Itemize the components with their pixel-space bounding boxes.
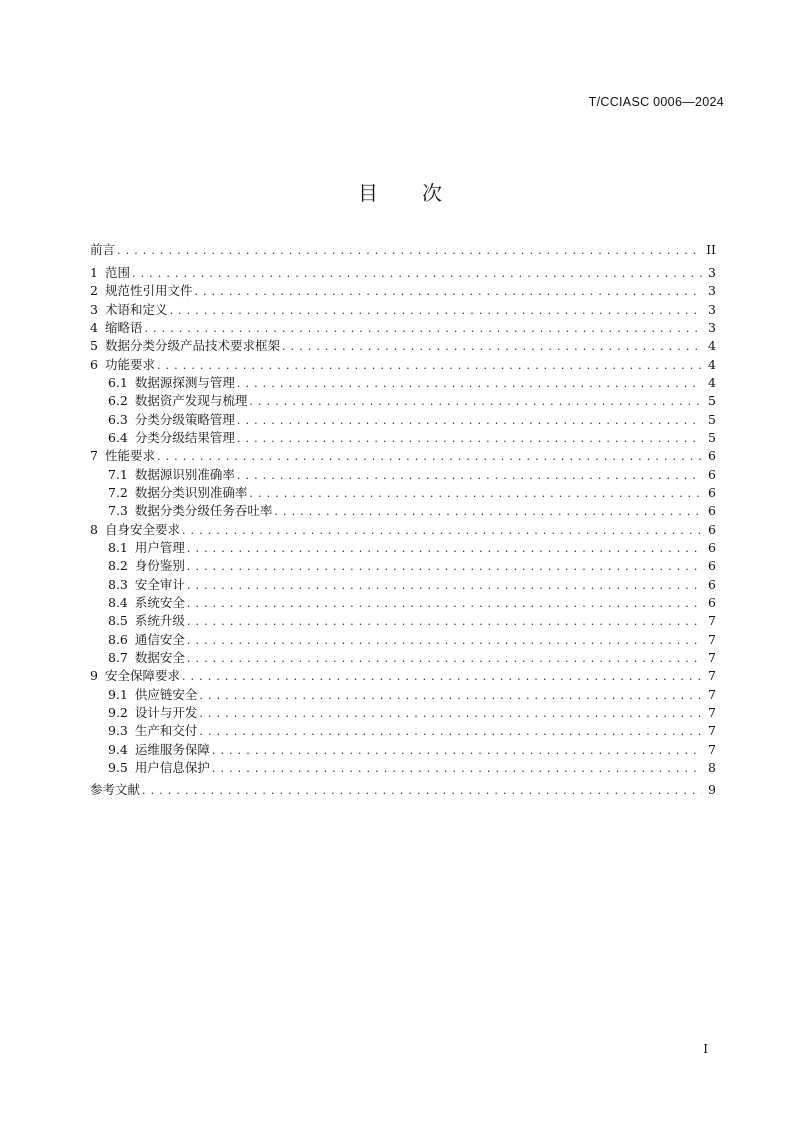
- dot-leader: [274, 503, 702, 521]
- toc-entry-label: [108, 466, 237, 484]
- toc-entry-title: 数据分类分级产品技术要求框架: [104, 338, 280, 354]
- toc-entry-title: 分类分级策略管理: [134, 411, 235, 427]
- dot-leader: [132, 265, 702, 283]
- toc-entry[interactable]: [90, 282, 716, 300]
- toc-entry[interactable]: [90, 612, 716, 630]
- toc-entry-number: 9.1: [108, 686, 128, 702]
- toc-entry-page: 7: [708, 613, 716, 629]
- toc-entry-number: 6.3: [108, 411, 128, 427]
- toc-entry-title: 参考文献: [90, 782, 141, 798]
- toc-entry-number: 8.7: [108, 650, 128, 666]
- toc-entry-label: [90, 667, 182, 685]
- dot-leader: [237, 412, 702, 430]
- toc-entry-page: 4: [708, 374, 716, 390]
- toc-entry-number: 8.2: [108, 558, 128, 574]
- toc-entry-page: 6: [708, 466, 716, 482]
- toc-entry[interactable]: [90, 356, 716, 374]
- toc-entry-title: 系统升级: [134, 613, 185, 629]
- toc-entry[interactable]: [90, 521, 716, 539]
- toc-entry-number: 6.2: [108, 393, 128, 409]
- dot-leader: [212, 742, 702, 760]
- toc-entry[interactable]: [90, 484, 716, 502]
- dot-leader: [157, 448, 702, 466]
- toc-entry-label: [108, 576, 187, 594]
- toc-entry[interactable]: [90, 502, 716, 520]
- table-of-contents: [90, 241, 716, 800]
- toc-entry-number: 2: [90, 283, 98, 299]
- dot-leader: [237, 467, 702, 485]
- toc-entry-number: 9.4: [108, 741, 128, 757]
- toc-entry-page: 5: [708, 411, 716, 427]
- toc-entry-label: [108, 429, 237, 447]
- toc-entry-number: 1: [90, 264, 98, 280]
- toc-entry-page: 3: [708, 283, 716, 299]
- toc-entry[interactable]: [90, 722, 716, 740]
- toc-entry-title: 范围: [104, 264, 130, 280]
- toc-entry-title: 系统安全: [134, 595, 185, 611]
- dot-leader: [187, 632, 702, 650]
- toc-entry-title: 数据分类识别准确率: [134, 484, 248, 500]
- toc-entry-title: 安全保障要求: [104, 668, 180, 684]
- dot-leader: [157, 357, 702, 375]
- toc-entry[interactable]: [90, 741, 716, 759]
- toc-entry[interactable]: [90, 686, 716, 704]
- toc-entry-number: 6.4: [108, 429, 128, 445]
- dot-leader: [282, 338, 702, 356]
- toc-entry-title: 术语和定义: [104, 301, 168, 317]
- dot-leader: [199, 723, 702, 741]
- toc-entry-number: 8: [90, 521, 98, 537]
- dot-leader: [182, 668, 702, 686]
- toc-entry[interactable]: [90, 781, 716, 799]
- standard-number: T/CCIASC 0006—2024: [588, 95, 724, 109]
- dot-leader: [187, 595, 702, 613]
- toc-entry[interactable]: [90, 594, 716, 612]
- toc-entry-label: [108, 722, 199, 740]
- toc-entry-page: 8: [708, 760, 716, 776]
- toc-entry[interactable]: [90, 631, 716, 649]
- toc-entry-title: 设计与开发: [134, 705, 198, 721]
- toc-entry-page: 7: [708, 723, 716, 739]
- toc-entry-page: 7: [708, 741, 716, 757]
- toc-entry-title: 数据源识别准确率: [134, 466, 235, 482]
- dot-leader: [237, 375, 702, 393]
- toc-entry-title: 性能要求: [104, 448, 155, 464]
- toc-entry[interactable]: [90, 466, 716, 484]
- toc-entry-title: 缩略语: [104, 319, 143, 335]
- toc-entry-page: 6: [708, 558, 716, 574]
- toc-entry-label: [90, 521, 182, 539]
- toc-entry-number: 9.5: [108, 760, 128, 776]
- toc-entry-label: [90, 356, 157, 374]
- toc-entry-label: [108, 557, 187, 575]
- dot-leader: [169, 302, 702, 320]
- dot-leader: [187, 650, 702, 668]
- dot-leader: [142, 782, 702, 800]
- toc-entry-title: 前言: [90, 242, 116, 257]
- dot-leader: [187, 540, 702, 558]
- toc-entry-title: 用户信息保护: [134, 760, 210, 776]
- toc-entry-number: 5: [90, 338, 98, 354]
- toc-entry-title: 生产和交付: [134, 723, 198, 739]
- toc-entry[interactable]: [90, 374, 716, 392]
- toc-entry-page: 6: [708, 484, 716, 500]
- toc-entry-label: [90, 447, 157, 465]
- page-number: I: [703, 1042, 708, 1056]
- dot-leader: [144, 320, 702, 338]
- toc-entry-label: [108, 484, 249, 502]
- toc-entry-number: 8.3: [108, 576, 128, 592]
- toc-entry-number: 7.1: [108, 466, 128, 482]
- dot-leader: [237, 430, 702, 448]
- dot-leader: [249, 485, 702, 503]
- toc-entry-label: [108, 741, 212, 759]
- toc-entry-label: [90, 282, 194, 300]
- toc-entry-label: [90, 301, 169, 319]
- toc-entry-number: 6: [90, 356, 98, 372]
- toc-entry-title: 数据分类分级任务吞吐率: [134, 503, 273, 519]
- toc-entry-title: 数据资产发现与梳理: [134, 393, 248, 409]
- toc-entry[interactable]: [90, 667, 716, 685]
- toc-entry-label: [108, 704, 199, 722]
- dot-leader: [212, 760, 702, 778]
- toc-entry-number: 4: [90, 319, 98, 335]
- toc-entry[interactable]: [90, 319, 716, 337]
- toc-entry-page: 6: [708, 503, 716, 519]
- toc-entry[interactable]: [90, 241, 716, 259]
- toc-entry-label: [90, 264, 132, 282]
- toc-entry-title: 功能要求: [104, 356, 155, 372]
- dot-leader: [187, 613, 702, 631]
- toc-entry-label: [90, 337, 282, 355]
- toc-entry[interactable]: [90, 447, 716, 465]
- toc-entry-number: 8.1: [108, 540, 128, 555]
- dot-leader: [194, 283, 702, 301]
- toc-entry-number: 9: [90, 668, 98, 684]
- toc-entry[interactable]: [90, 337, 716, 355]
- toc-entry-number: 9.3: [108, 723, 128, 739]
- toc-entry-label: [108, 392, 249, 410]
- toc-entry-number: 8.6: [108, 631, 128, 647]
- toc-entry-title: 数据安全: [134, 650, 185, 666]
- toc-entry[interactable]: [90, 649, 716, 667]
- toc-entry-page: 6: [708, 521, 716, 537]
- toc-entry-label: [108, 612, 187, 630]
- toc-entry-title: 规范性引用文件: [104, 283, 193, 299]
- toc-entry-number: 7: [90, 448, 98, 464]
- toc-entry[interactable]: [90, 539, 716, 557]
- toc-entry[interactable]: [90, 429, 716, 447]
- dot-leader: [187, 577, 702, 595]
- toc-entry-title: 分类分级结果管理: [134, 429, 235, 445]
- toc-entry-number: 8.5: [108, 613, 128, 629]
- dot-leader: [117, 242, 700, 260]
- toc-entry-title: 通信安全: [134, 631, 185, 647]
- toc-entry-title: 数据源探测与管理: [134, 374, 235, 390]
- title-char: 次: [422, 181, 442, 205]
- toc-entry-page: 3: [708, 301, 716, 317]
- page-title: [0, 177, 800, 206]
- dot-leader: [187, 558, 702, 576]
- toc-entry-title: 用户管理: [134, 540, 185, 555]
- toc-entry-label: [108, 649, 187, 667]
- toc-entry-label: [108, 594, 187, 612]
- toc-entry[interactable]: [90, 759, 716, 777]
- toc-entry[interactable]: [90, 704, 716, 722]
- toc-entry-page: 6: [708, 540, 716, 555]
- toc-entry-page: 7: [708, 705, 716, 721]
- toc-entry-title: 安全审计: [134, 576, 185, 592]
- toc-entry-label: [90, 241, 117, 259]
- dot-leader: [199, 705, 702, 723]
- toc-entry-label: [108, 686, 199, 704]
- toc-entry-page: 7: [708, 631, 716, 647]
- toc-entry-page: 9: [708, 782, 716, 798]
- toc-entry-page: 6: [708, 576, 716, 592]
- toc-entry-title: 运维服务保障: [134, 741, 210, 757]
- toc-entry-number: 3: [90, 301, 98, 317]
- toc-entry-number: 9.2: [108, 705, 128, 721]
- toc-entry-number: 6.1: [108, 374, 128, 390]
- toc-entry-page: 7: [708, 668, 716, 684]
- toc-entry[interactable]: [90, 557, 716, 575]
- toc-entry-page: II: [706, 242, 716, 257]
- toc-entry-label: [108, 411, 237, 429]
- toc-entry[interactable]: [90, 301, 716, 319]
- toc-entry-label: [108, 759, 212, 777]
- toc-entry-label: [108, 631, 187, 649]
- toc-entry[interactable]: [90, 392, 716, 410]
- dot-leader: [249, 393, 702, 411]
- toc-entry[interactable]: [90, 264, 716, 282]
- toc-entry-page: 6: [708, 448, 716, 464]
- toc-entry-number: 8.4: [108, 595, 128, 611]
- toc-entry[interactable]: [90, 411, 716, 429]
- toc-entry-page: 4: [708, 356, 716, 372]
- toc-entry-page: 3: [708, 264, 716, 280]
- toc-entry-label: [108, 502, 274, 520]
- dot-leader: [199, 687, 702, 705]
- toc-entry-label: [90, 781, 142, 799]
- toc-entry-number: 7.2: [108, 484, 128, 500]
- toc-entry[interactable]: [90, 576, 716, 594]
- toc-entry-page: 6: [708, 595, 716, 611]
- toc-entry-page: 3: [708, 319, 716, 335]
- toc-entry-title: 供应链安全: [134, 686, 198, 702]
- toc-entry-page: 7: [708, 650, 716, 666]
- toc-entry-label: [108, 539, 187, 557]
- dot-leader: [182, 522, 702, 540]
- toc-entry-page: 7: [708, 686, 716, 702]
- toc-entry-title: 身份鉴别: [134, 558, 185, 574]
- toc-entry-title: 自身安全要求: [104, 521, 180, 537]
- title-char: 目: [358, 181, 378, 205]
- toc-entry-page: 5: [708, 429, 716, 445]
- toc-entry-page: 5: [708, 393, 716, 409]
- toc-entry-page: 4: [708, 338, 716, 354]
- toc-entry-label: [90, 319, 144, 337]
- toc-entry-number: 7.3: [108, 503, 128, 519]
- toc-entry-label: [108, 374, 237, 392]
